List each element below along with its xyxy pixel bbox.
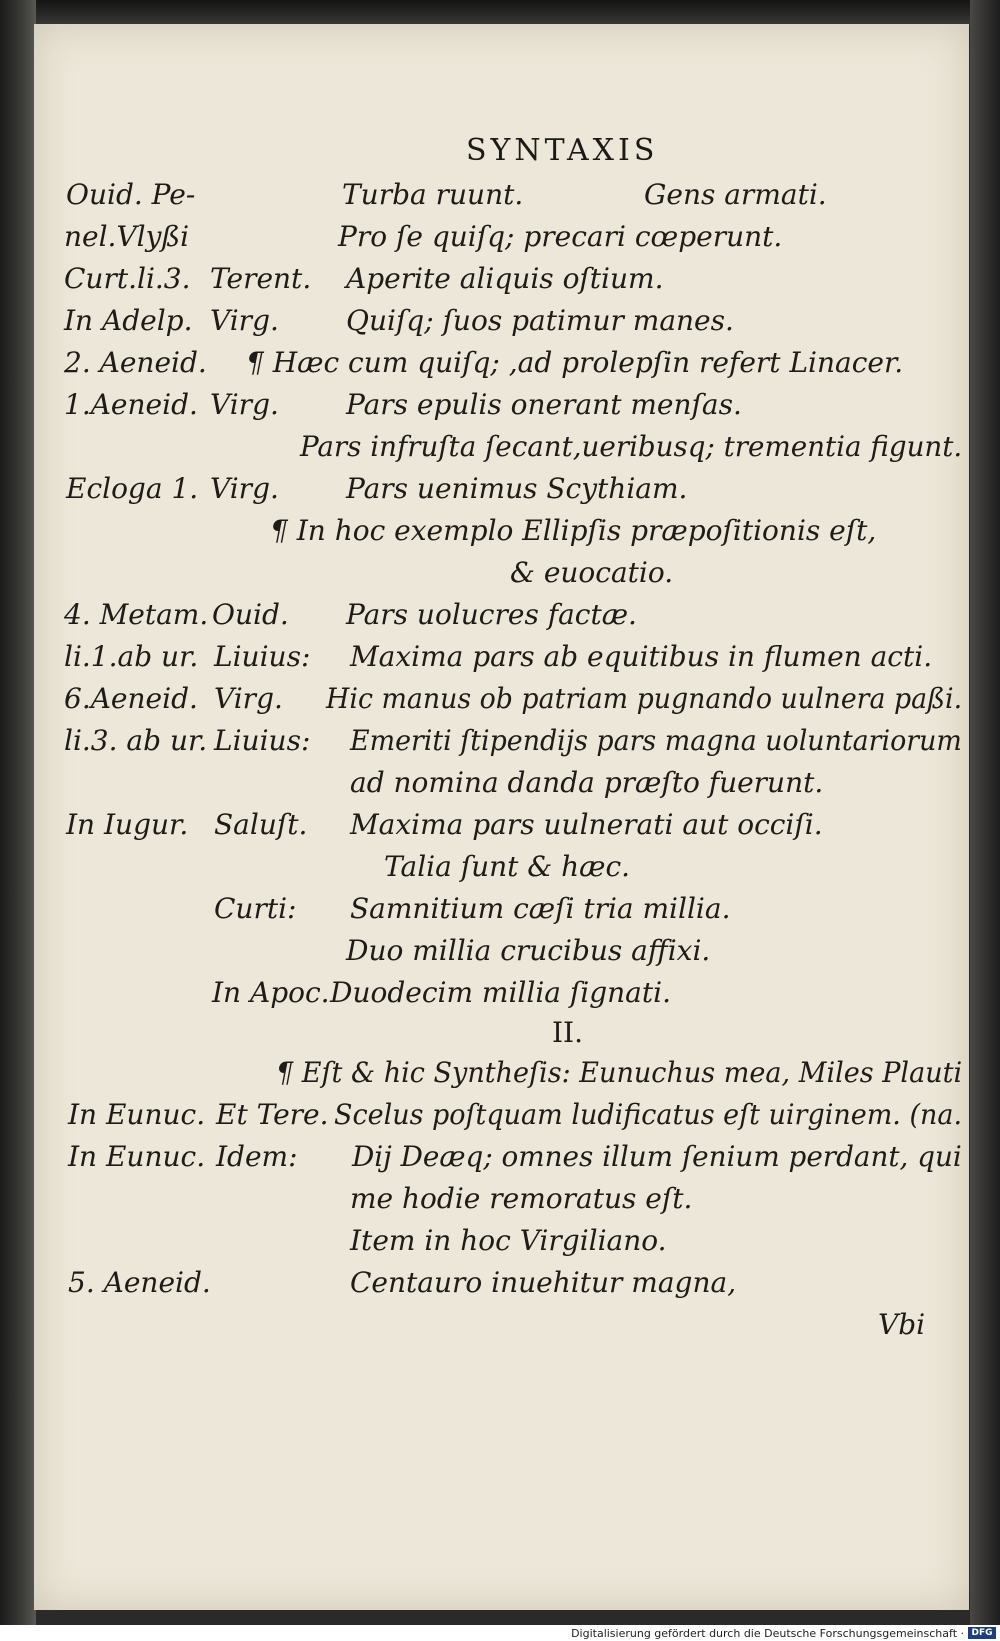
text-line: ¶ In hoc exemplo Ellipſis præpoſitionis eſt, [270, 514, 877, 547]
text-line: Maxima pars ab equitibus in flumen acti. [350, 640, 933, 673]
text-line: & euocatio. [510, 556, 674, 589]
section-number: II. [552, 1016, 584, 1049]
margin-author: Terent. [210, 262, 312, 295]
text-line: Duo millia crucibus affixi. [346, 934, 711, 967]
dfg-logo: DFG [968, 1627, 996, 1639]
margin-note: li.1.ab ur. [64, 640, 199, 673]
margin-note: Ecloga 1. [66, 472, 199, 505]
margin-author: Virg. [210, 388, 279, 421]
text-line: Samnitium cæſi tria millia. [350, 892, 731, 925]
text-line: Centauro inuehitur magna, [350, 1266, 737, 1299]
text-line: Quiſq; ſuos patimur manes. [346, 304, 734, 337]
text-line: Pars uolucres factæ. [346, 598, 637, 631]
text-line: Pars epulis onerant menſas. [346, 388, 742, 421]
margin-author: Et Tere. [216, 1098, 329, 1131]
scan-border-left [0, 0, 36, 1625]
margin-note: In Eunuc. [68, 1098, 206, 1131]
margin-author: Virg. [210, 304, 279, 337]
margin-author: Ouid. [212, 598, 289, 631]
margin-author: Curti: [214, 892, 297, 925]
margin-note: li.3. ab ur. [64, 724, 208, 757]
text-line: Pars uenimus Scythiam. [346, 472, 688, 505]
margin-author: In Apoc. [212, 976, 330, 1009]
text-line: ¶ Eſt & hic Syntheſis: Eunuchus mea, Miles Plauti [276, 1056, 963, 1089]
text-line: Maxima pars uulnerati aut occiſi. [350, 808, 823, 841]
text-line: Pars infruſta ſecant,ueribusq; trementia figunt. [300, 430, 963, 463]
text-line: Duodecim millia ſignati. [330, 976, 671, 1009]
margin-author: Liuius: [214, 640, 311, 673]
margin-note: 1.Aeneid. [64, 388, 198, 421]
footer-credit: Digitalisierung gefördert durch die Deutsche Forschungsgemeinschaft · [571, 1627, 964, 1640]
margin-author: Idem: [216, 1140, 298, 1173]
text-line: Scelus poſtquam ludificatus eſt uirginem. (na. [334, 1098, 963, 1131]
text-line: Gens armati. [644, 178, 827, 211]
scan-border-right [970, 0, 1000, 1625]
scan-border-top [0, 0, 1000, 26]
text-line: Hic manus ob patriam pugnando uulnera paßi. [326, 682, 963, 715]
margin-note: In Adelp. [64, 304, 193, 337]
margin-note: 4. Metam. [64, 598, 209, 631]
margin-note: In Iugur. [66, 808, 189, 841]
text-line: ¶ Hæc cum quiſq; ,ad prolepſin refert Linacer. [246, 346, 904, 379]
text-line: Turba ruunt. [342, 178, 524, 211]
margin-note: 2. Aeneid. [64, 346, 207, 379]
text-line: Talia ſunt & hæc. [384, 850, 631, 883]
margin-note: 5. Aeneid. [68, 1266, 211, 1299]
margin-note: nel.Vlyßi [64, 220, 190, 253]
catchword: Vbi [878, 1308, 926, 1341]
text-line: Aperite aliquis oſtium. [346, 262, 664, 295]
margin-author: Virg. [210, 472, 279, 505]
text-line: me hodie remoratus eſt. [350, 1182, 693, 1215]
running-head: SYNTAXIS [466, 133, 659, 168]
margin-author: Saluſt. [214, 808, 308, 841]
text-line: Emeriti ſtipendijs pars magna uoluntariorum [350, 724, 962, 757]
margin-note: In Eunuc. [68, 1140, 206, 1173]
text-line: ad nomina danda præſto fuerunt. [350, 766, 824, 799]
text-line: Pro ſe quiſq; precari cœperunt. [338, 220, 783, 253]
margin-author: Virg. [214, 682, 283, 715]
margin-author: Liuius: [214, 724, 311, 757]
margin-note: 6.Aeneid. [64, 682, 198, 715]
margin-note: Ouid. Pe- [66, 178, 196, 211]
text-line: Item in hoc Virgiliano. [350, 1224, 667, 1257]
margin-note: Curt.li.3. [64, 262, 191, 295]
text-line: Dij Deæq; omnes illum ſenium perdant, qui [352, 1140, 962, 1173]
